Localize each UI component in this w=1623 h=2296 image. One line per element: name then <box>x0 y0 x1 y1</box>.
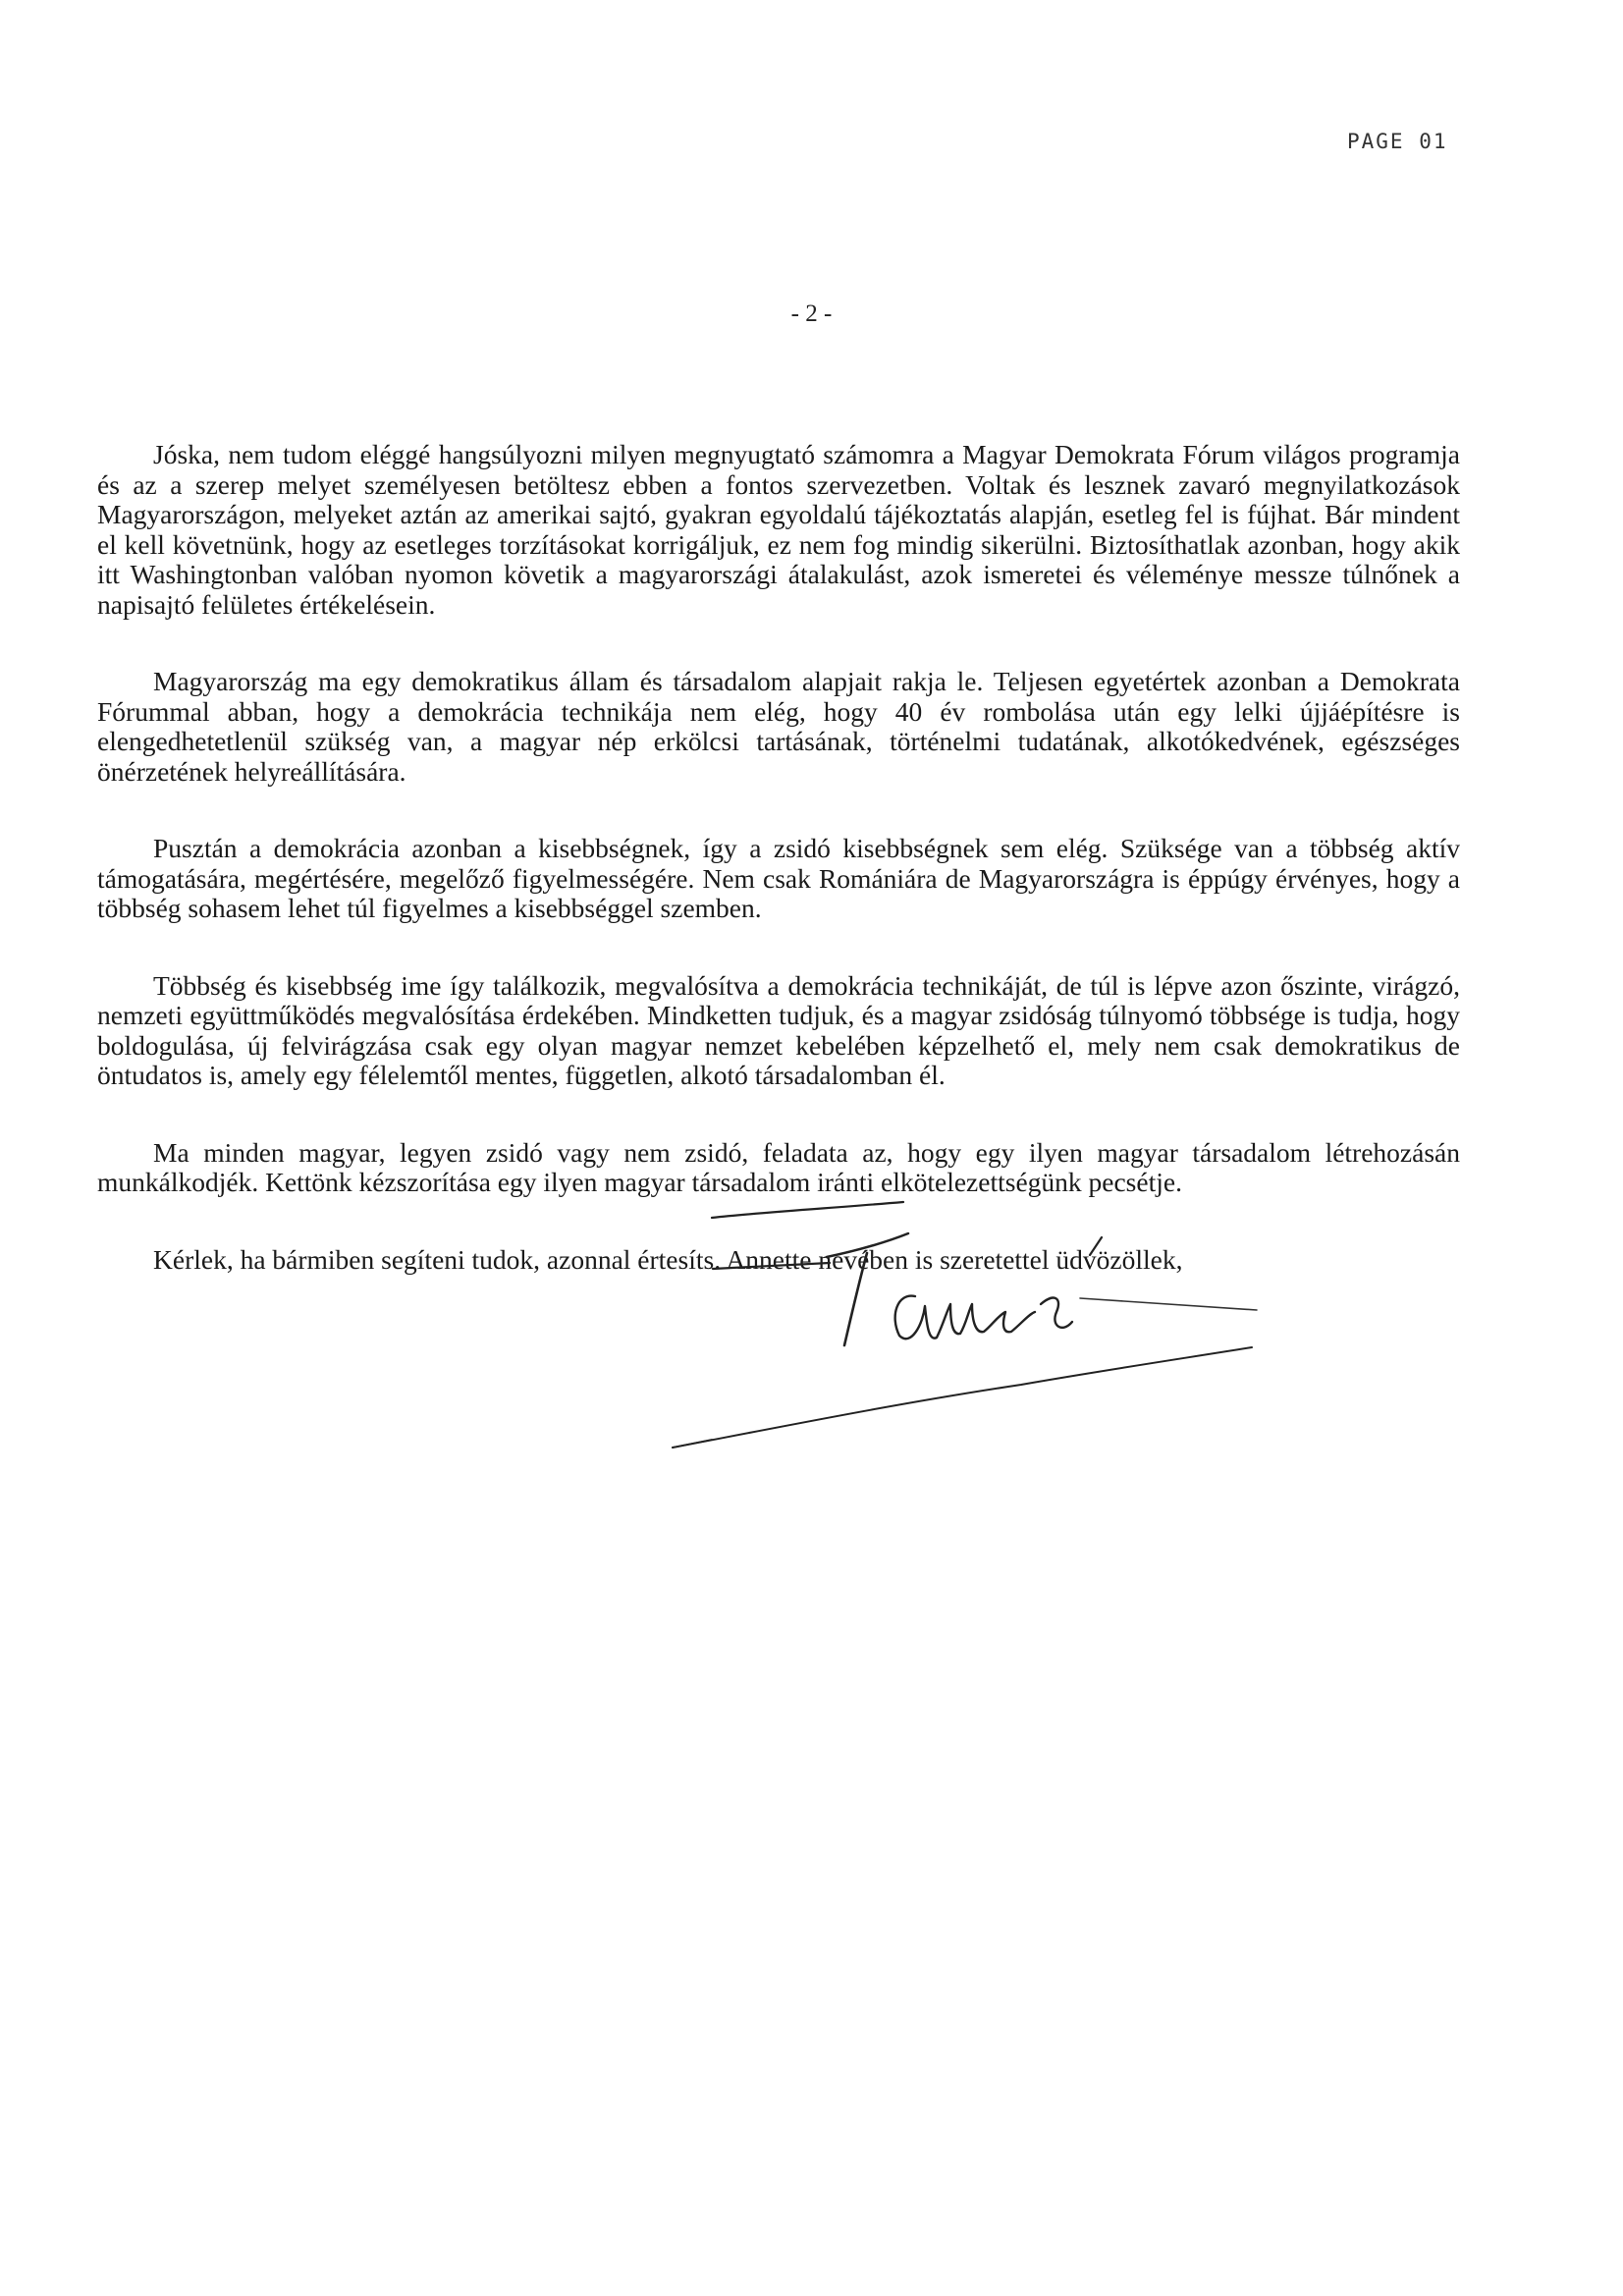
page-header-label: PAGE 01 <box>1347 130 1448 153</box>
letter-body <box>97 440 1460 1275</box>
signature-drawing <box>412 1169 1394 1522</box>
page-number: - 2 - <box>790 301 833 327</box>
closing-line: Kérlek, ha bármiben segíteni tudok, azonnal értesíts. Annette nevében is szeretettel üdvözöllek, <box>153 1243 1183 1275</box>
paragraph-1: Jóska, nem tudom eléggé hangsúlyozni milyen megnyugtató számomra a Magyar Demokrata Fórum világos programja és az a szerep melyet személyesen betöltesz ebben a fontos szervezetben. Voltak és lesznek zavaró megnyilatkozások Magyarországon, melyeket aztán az amerikai sajtó, gyakran egyoldalú tájékoztatás alapján, esetleg fel is fújhat. Bár mindent el kell követnünk, hogy az esetleges torzításokat korrigáljuk, ez nem fog mindig sikerülni. Biztosíthatlak azonban, hogy akik itt Washingtonban valóban nyomon követik a magyarországi átalakulást, azok ismeretei és véleménye messze túlnőnek a napisajtó felületes értékelésein. <box>97 439 1460 620</box>
paragraph-5: Ma minden magyar, legyen zsidó vagy nem zsidó, feladata az, hogy egy ilyen magyar társadalom létrehozásán munkálkodjék. Kettönk kézszorítása egy ilyen magyar társadalom iránti elkötelezettségünk pecsétje. <box>97 1136 1460 1197</box>
paragraph-2: Magyarország ma egy demokratikus állam és társadalom alapjait rakja le. Teljesen egyetértek azonban a Demokrata Fórummal abban, hogy a demokrácia technikája nem elég, hogy 40 év rombolása után egy lelki újjáépítésre is elengedhetetlenül szükség van, a magyar nép erkölcsi tartásának, történelmi tudatának, alkotókedvének, egészséges önérzetének helyreállítására. <box>97 666 1460 787</box>
paragraph-3: Pusztán a demokrácia azonban a kisebbségnek, így a zsidó kisebbségnek sem elég. Szüksége van a többség aktív támogatására, megértésére, megelőző figyelmességére. Nem csak Romániára de Magyarországra is éppúgy érvényes, hogy a többség sohasem lehet túl figyelmes a kisebbséggel szemben. <box>97 833 1460 923</box>
handwritten-signature <box>412 1169 1394 1522</box>
paragraph-4: Többség és kisebbség ime így találkozik, megvalósítva a demokrácia technikáját, de túl is lépve azon őszinte, virágzó, nemzeti együttműködés megvalósítása érdekében. Mindketten tudjuk, és a magyar zsidóság túlnyomó többsége is tudja, hogy boldogulása, új felvirágzása csak egy olyan magyar nemzet kebelében képzelhető el, mely nem csak demokratikus de öntudatos is, amely egy félelemtől mentes, független, alkotó társadalomban él. <box>97 969 1460 1090</box>
